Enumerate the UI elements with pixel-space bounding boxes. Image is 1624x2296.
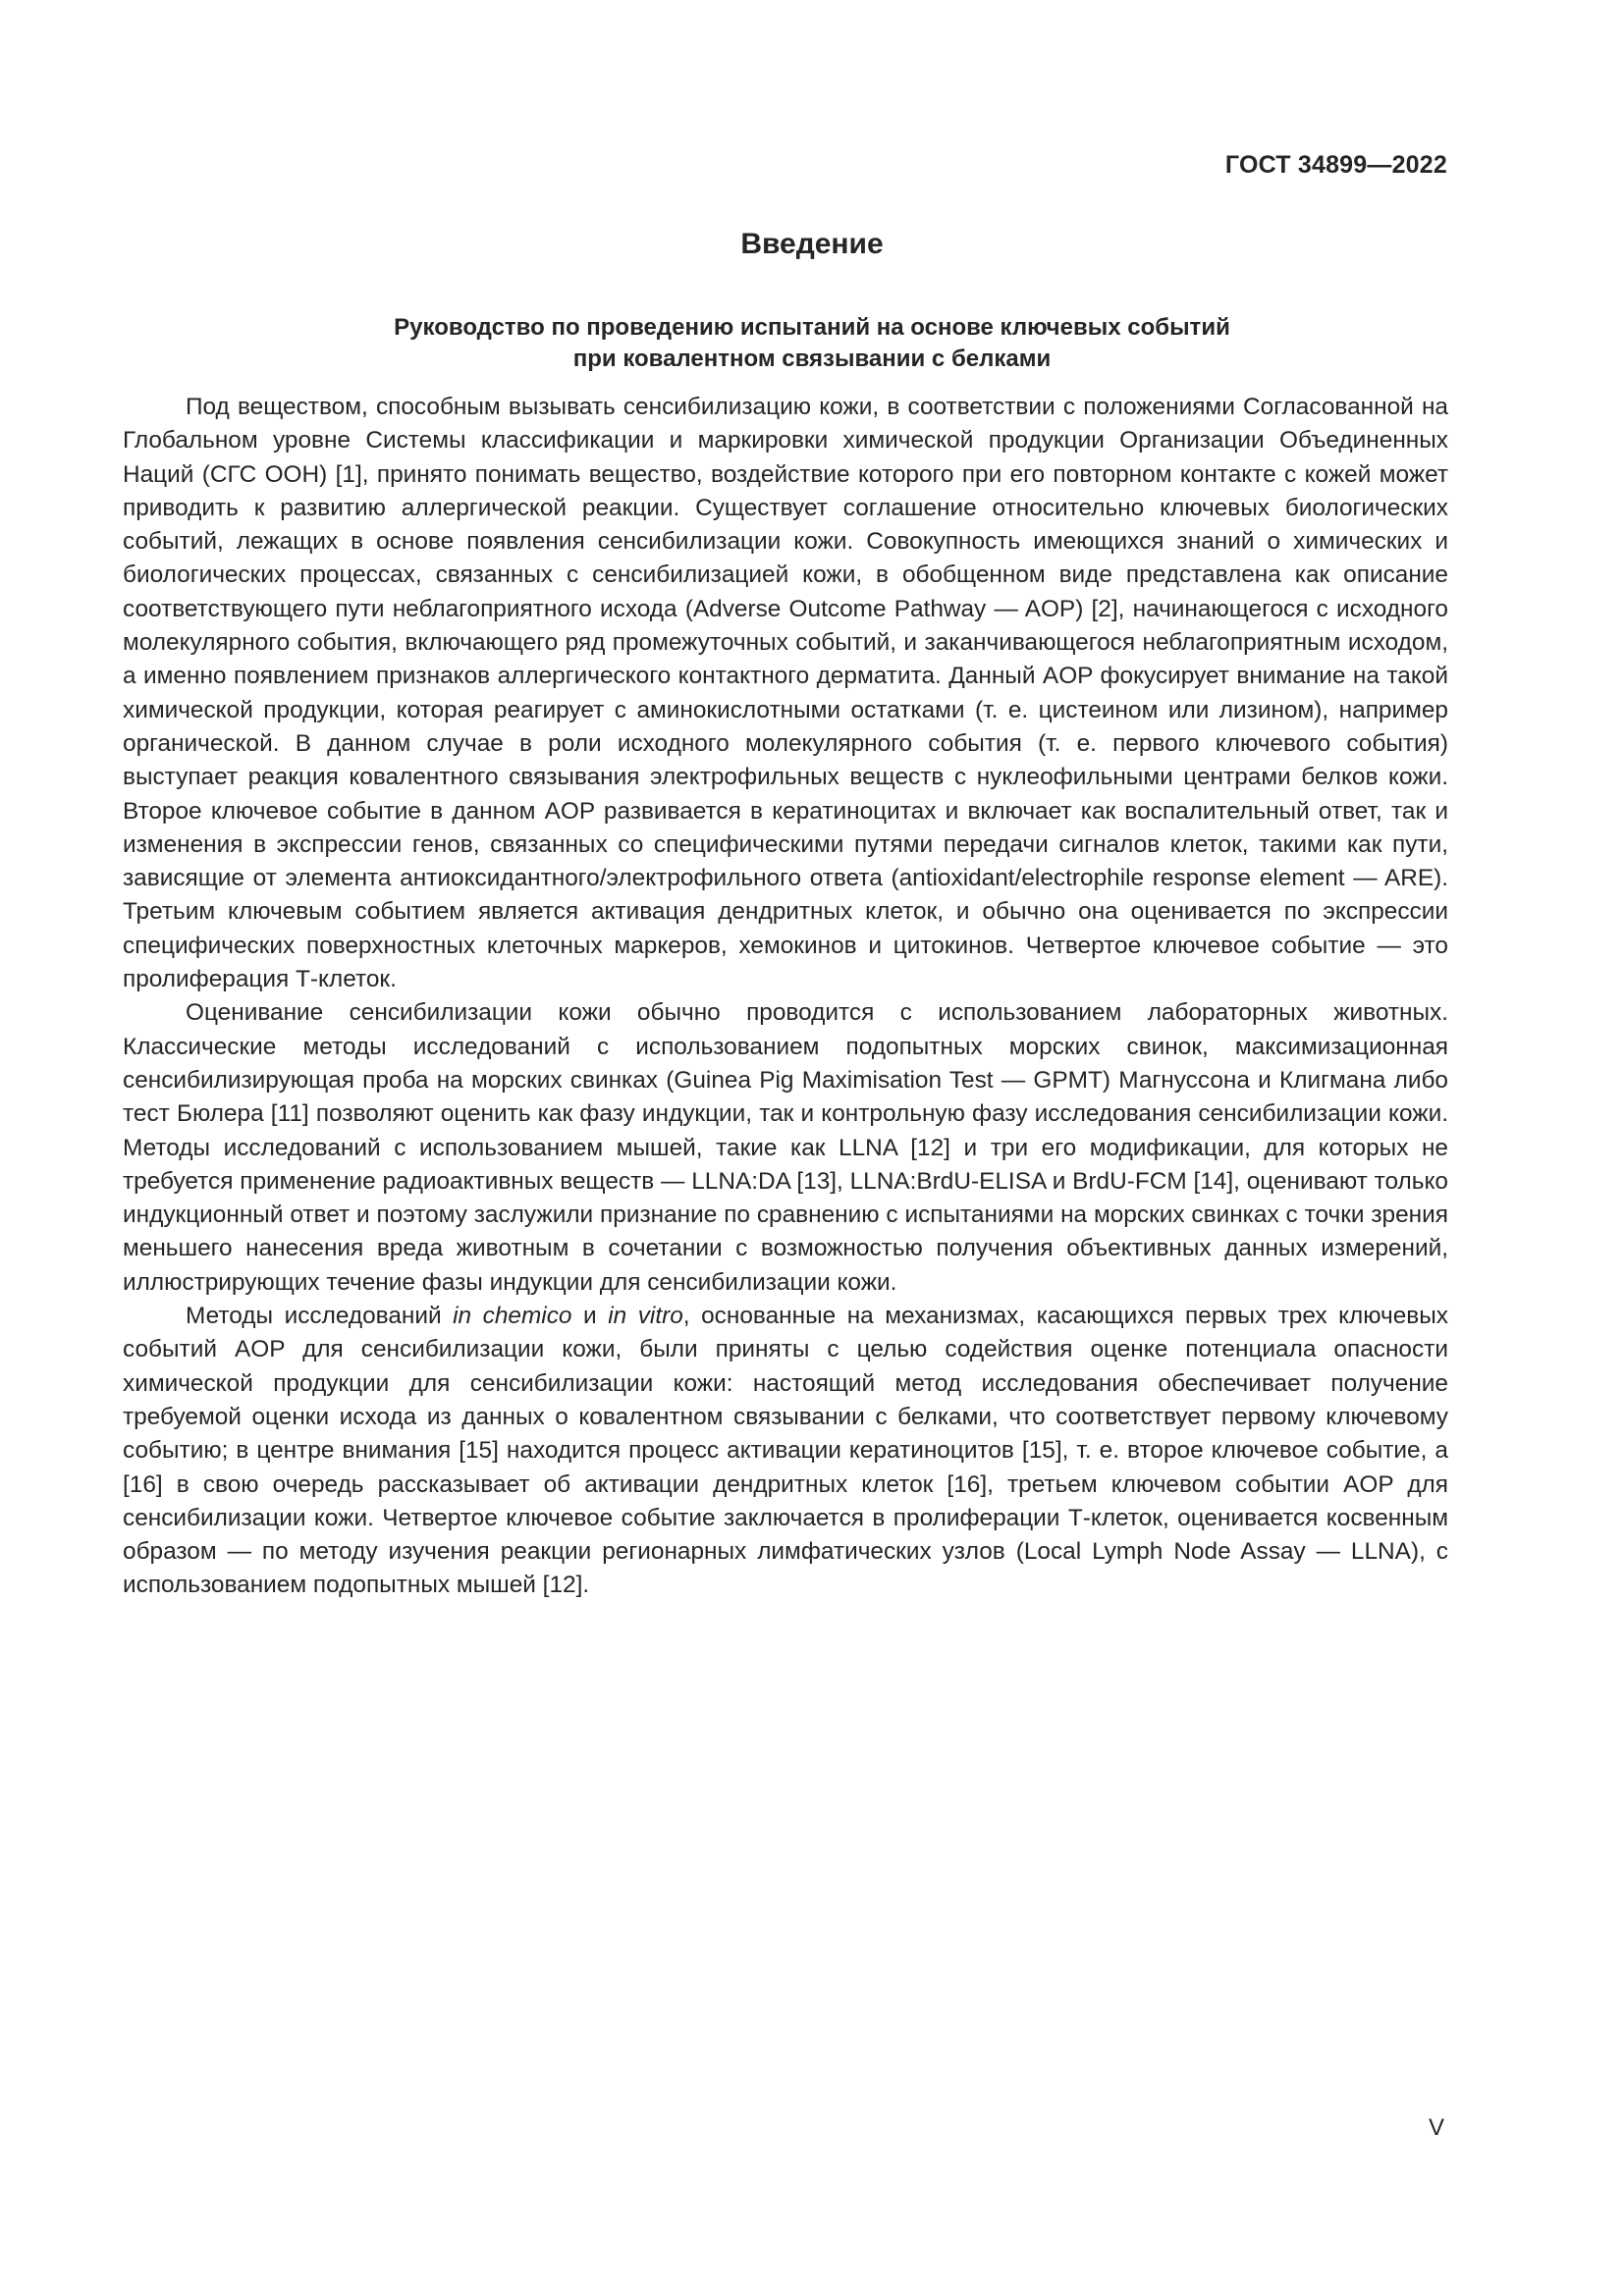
in-chemico-term: in chemico: [453, 1303, 572, 1330]
in-vitro-term: in vitro: [608, 1303, 683, 1330]
section-title: Введение: [740, 228, 884, 260]
paragraph-3-text-start: Методы исследований: [186, 1303, 454, 1330]
page-number: V: [1428, 2114, 1444, 2141]
paragraph-3-text-mid: и: [571, 1303, 609, 1330]
body-text: [123, 391, 1448, 1603]
section-subtitle: [0, 312, 1624, 375]
paragraph-1: Под веществом, способным вызывать сенсибилизацию кожи, в соответствии с положениями Согласованной на Глобальном уровне Системы классификации и маркировки химической продукции Организации Объединенных Наций (СГС ООН) [1], принято понимать вещество, воздействие которого при его повторном контакте с кожей может приводить к развитию аллергической реакции. Существует соглашение относительно ключевых биологических событий, лежащих в основе появления сенсибилизации кожи. Совокупность имеющихся знаний о химических и биологических процессах, связанных с сенсибилизацией кожи, в обобщенном виде представлена как описание соответствующего пути неблагоприятного исхода (Adverse Outcome Pathway — AOP) [2], начинающегося с исходного молекулярного события, включающего ряд промежуточных событий, и заканчивающегося неблагоприятным исходом, а именно появлением признаков аллергического контактного дерматита. Данный AOP фокусирует внимание на такой химической продукции, которая реагирует с аминокислотными остатками (т. е. цистеином или лизином), например органической. В данном случае в роли исходного молекулярного события (т. е. первого ключевого события) выступает реакция ковалентного связывания электрофильных веществ с нуклеофильными центрами белков кожи. Второе ключевое событие в данном AOP развивается в кератиноцитах и включает как воспалительный ответ, так и изменения в экспрессии генов, связанных со специфическими путями передачи сигналов клеток, такими как пути, зависящие от элемента антиоксидантного/электрофильного ответа (antioxidant/electrophile response element — ARE). Третьим ключевым событием является активация дендритных клеток, и обычно она оценивается по экспрессии специфических поверхностных клеточных маркеров, хемокинов и цитокинов. Четвертое ключевое событие — это пролиферация Т-клеток.: [123, 394, 1448, 993]
document-code: ГОСТ 34899—2022: [1224, 151, 1447, 179]
paragraph-3: [123, 1300, 1448, 1603]
paragraph-2: Оценивание сенсибилизации кожи обычно проводится с использованием лабораторных животных. Классические методы исследований с использованием подопытных морских свинок, максимизационная сенсибилизирующая проба на морских свинках (Guinea Pig Maximisation Test — GPMT) Магнуссона и Клигмана либо тест Бюлера [11] позволяют оценить как фазу индукции, так и контрольную фазу исследования сенсибилизации кожи. Методы исследований с использованием мышей, такие как LLNA [12] и три его модификации, для которых не требуется применение радиоактивных веществ — LLNA:DA [13], LLNA:BrdU-ELISA и BrdU-FCM [14], оценивают только индукционный ответ и поэтому заслужили признание по сравнению с испытаниями на морских свинках с точки зрения меньшего нанесения вреда животным в сочетании с возможностью получения объективных данных измерений, иллюстрирующих течение фазы индукции для сенсибилизации кожи.: [123, 999, 1448, 1296]
paragraph-3-text-end: , основанные на механизмах, касающихся первых трех ключевых событий AOP для сенсибилизации кожи, были приняты с целью содействия оценке потенциала опасности химической продукции для сенсибилизации кожи: настоящий метод исследования обеспечивает получение требуемой оценки исхода из данных о ковалентном связывании с белками, что соответствует первому ключевому событию; в центре внимания [15] находится процесс активации кератиноцитов [15], т. е. второе ключевое событие, а [16] в свою очередь рассказывает об активации дендритных клеток [16], третьем ключевом событии AOP для сенсибилизации кожи. Четвертое ключевое событие заключается в пролиферации Т-клеток, оценивается косвенным образом — по методу изучения реакции регионарных лимфатических узлов (Local Lymph Node Assay — LLNA), с использованием подопытных мышей [12].: [123, 1303, 1448, 1599]
subtitle-line-2: при ковалентном связывании с белками: [572, 346, 1052, 372]
subtitle-line-1: Руководство по проведению испытаний на основе ключевых событий: [394, 314, 1230, 341]
